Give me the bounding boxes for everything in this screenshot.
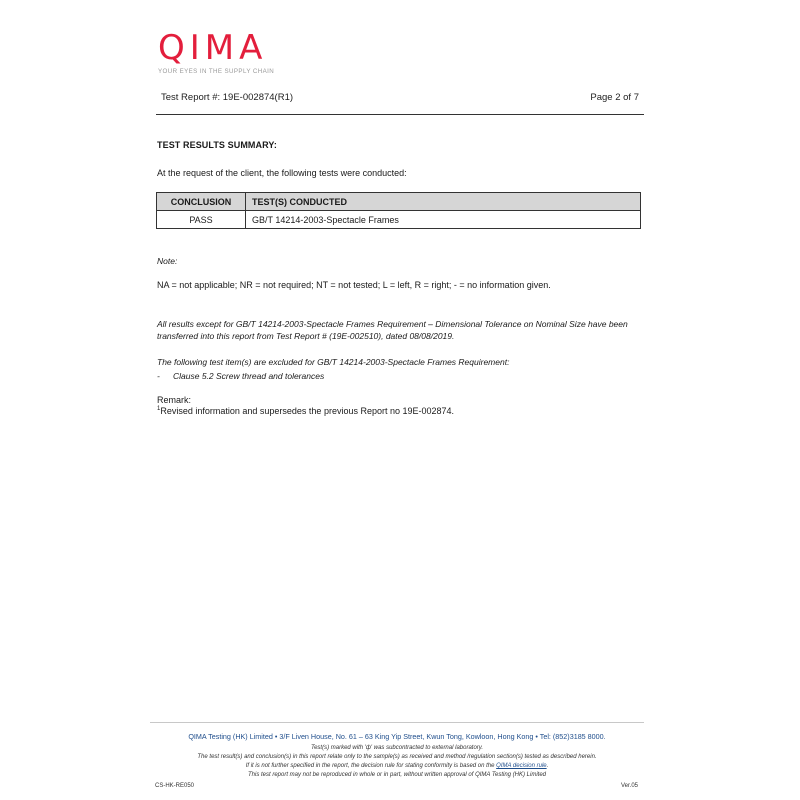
qima-logo — [158, 30, 274, 75]
abbreviations-note: NA = not applicable; NR = not required; NT = not tested; L = left, R = right; - = no information given. — [157, 280, 551, 290]
excluded-item-text: Clause 5.2 Screw thread and tolerances — [173, 371, 325, 381]
footer-divider — [150, 722, 644, 723]
list-dash: - — [157, 371, 160, 381]
decision-rule-prefix: If it is not further specified in the report, the decision rule for stating conformity is based on the — [245, 763, 497, 769]
table-row — [157, 211, 641, 229]
header-divider — [156, 114, 644, 115]
footer-reproduction-note: This test report may not be reproduced in whole or in part, without written approval of QIMA Testing (HK) Limited — [247, 772, 547, 778]
report-number: Test Report #: 19E-002874(R1) — [161, 92, 294, 103]
summary-title: TEST RESULTS SUMMARY: — [157, 140, 277, 150]
logo-wordmark: QIMA — [158, 28, 268, 68]
form-version: Ver.05 — [620, 783, 638, 789]
form-code: CS-HK-RE050 — [155, 783, 195, 789]
remark-body: Revised information and supersedes the previous Report no 19E-002874. — [160, 406, 455, 416]
table-header-row — [157, 193, 641, 211]
results-table — [156, 192, 641, 229]
decision-rule-link[interactable]: QIMA decision rule — [496, 763, 547, 769]
excluded-item — [157, 370, 324, 382]
remark-text — [157, 406, 454, 416]
conclusion-cell: PASS — [157, 211, 246, 229]
note-label: Note: — [157, 256, 178, 266]
excluded-items-intro: The following test item(s) are excluded for GB/T 14214-2003-Spectacle Frames Requirement: — [157, 357, 510, 367]
column-header-tests: TEST(S) CONDUCTED — [246, 193, 641, 211]
remark-marker: 1 — [157, 406, 161, 412]
page-indicator: Page 2 of 7 — [590, 92, 639, 103]
column-header-conclusion: CONCLUSION — [157, 193, 246, 211]
transferred-results-note: All results except for GB/T 14214-2003-Spectacle Frames Requirement – Dimensional Tolerance on Nominal Size have been transferred into this report from Test Report # (19E-002510), dated 08/08/2019. — [157, 319, 628, 341]
test-cell: GB/T 14214-2003-Spectacle Frames — [246, 211, 641, 229]
footer-subcontract-note: Test(s) marked with 'ф' was subcontracted to external laboratory. — [310, 745, 484, 751]
remark-label: Remark: — [157, 395, 192, 405]
decision-rule-suffix: . — [546, 763, 549, 769]
footer-address: QIMA Testing (HK) Limited • 3/F Liven House, No. 61 – 63 King Yip Street, Kwun Tong, Kowloon, Hong Kong • Tel: (852)3185 8000. — [188, 732, 606, 741]
logo-tagline: YOUR EYES IN THE SUPPLY CHAIN — [158, 68, 275, 75]
summary-intro: At the request of the client, the following tests were conducted: — [157, 168, 407, 178]
footer-decision-rule — [150, 762, 644, 770]
footer-scope-note: The test result(s) and conclusion(s) in this report relate only to the sample(s) as received and method /regulation section(s) tested as described herein. — [197, 754, 597, 760]
